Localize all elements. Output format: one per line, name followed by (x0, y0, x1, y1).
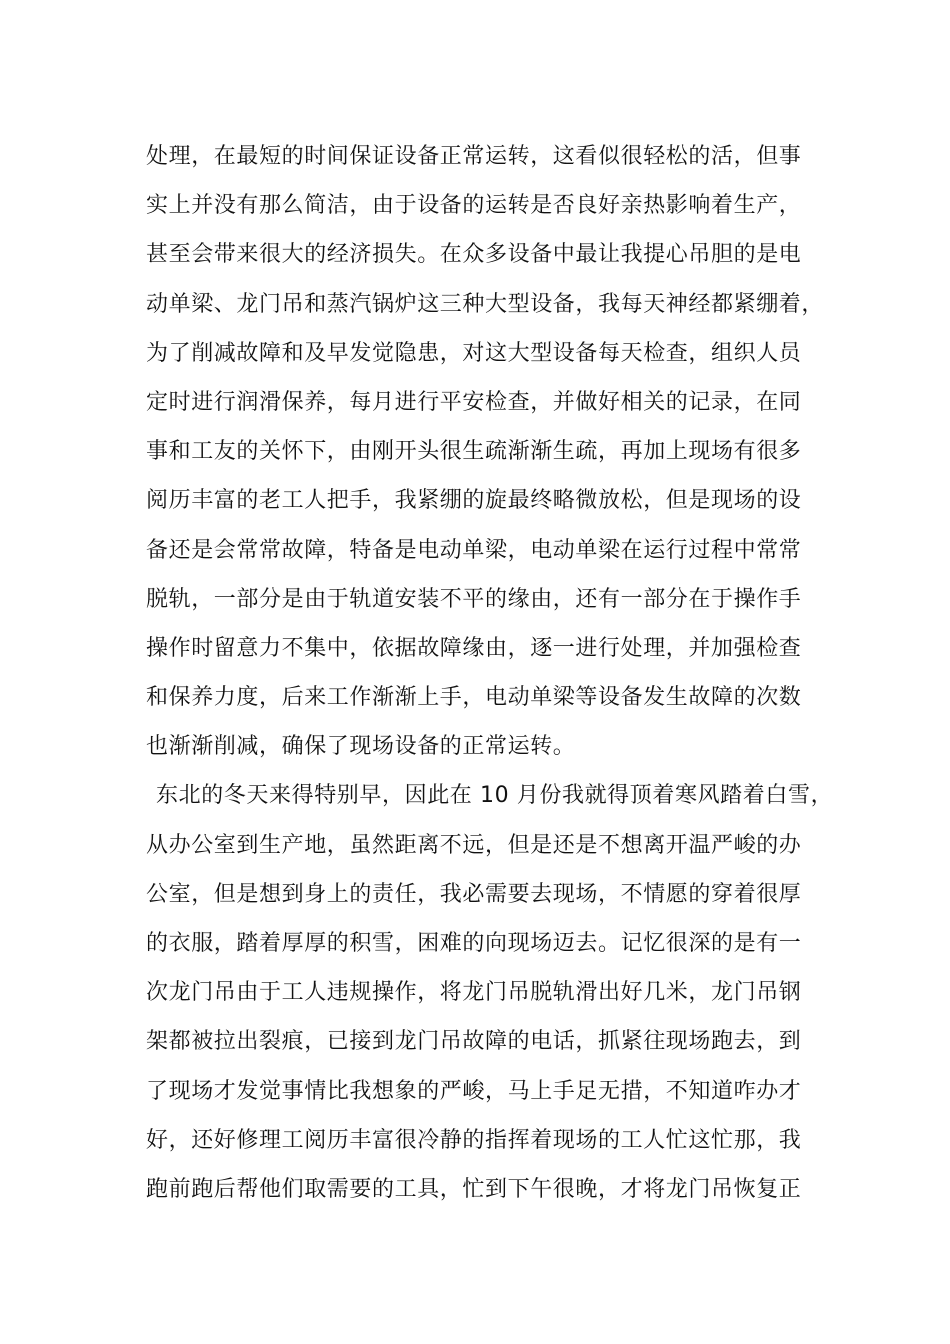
text-line: 处理，在最短的时间保证设备正常运转，这看似很轻松的活，但事 (146, 144, 802, 169)
text-line: 事和工友的关怀下，由刚开头很生疏渐渐生疏，再加上现场有很多 (146, 439, 802, 465)
text-line: 阅历丰富的老工人把手，我紧绷的旋最终略微放松，但是现场的设 (146, 488, 802, 514)
text-line: 和保养力度，后来工作渐渐上手，电动单梁等设备发生故障的次数 (146, 685, 802, 711)
text-line: 实上并没有那么简洁，由于设备的运转是否良好亲热影响着生产， (146, 193, 802, 219)
paragraph-1 (146, 132, 846, 771)
text-line: 为了削减故障和及早发觉隐患，对这大型设备每天检查，组织人员 (146, 340, 802, 366)
paragraph-2 (146, 771, 846, 1214)
text-line: 脱轨，一部分是由于轨道安装不平的缘由，还有一部分在于操作手 (146, 586, 802, 612)
text-line: 也渐渐削减，确保了现场设备的正常运转。 (146, 734, 576, 760)
text-line: 的衣服，踏着厚厚的积雪，困难的向现场迈去。记忆很深的是有一 (146, 931, 802, 956)
text-line: 定时进行润滑保养，每月进行平安检查，并做好相关的记录，在同 (146, 389, 802, 415)
text-line: 跑前跑后帮他们取需要的工具，忙到下午很晚，才将龙门吊恢复正 (146, 1176, 802, 1202)
text-line: 备还是会常常故障，特备是电动单梁，电动单梁在运行过程中常常 (146, 537, 802, 563)
text-line: 操作时留意力不集中，依据故障缘由，逐一进行处理，并加强检查 (146, 635, 802, 661)
text-line: 了现场才发觉事情比我想象的严峻，马上手足无措，不知道咋办才 (146, 1078, 802, 1104)
text-line: 东北的冬天来得特别早，因此在 10 月份我就得顶着寒风踏着白雪， (156, 783, 834, 809)
text-line: 好，还好修理工阅历丰富很冷静的指挥着现场的工人忙这忙那，我 (146, 1127, 802, 1153)
text-line: 架都被拉出裂痕，已接到龙门吊故障的电话，抓紧往现场跑去，到 (146, 1029, 802, 1055)
text-line: 次龙门吊由于工人违规操作，将龙门吊脱轨滑出好几米，龙门吊钢 (146, 980, 802, 1006)
text-line: 公室，但是想到身上的责任，我必需要去现场，不情愿的穿着很厚 (146, 881, 802, 907)
text-line: 动单梁、龙门吊和蒸汽锅炉这三种大型设备，我每天神经都紧绷着， (146, 291, 825, 317)
body-text (146, 132, 846, 1214)
text-line: 甚至会带来很大的经济损失。在众多设备中最让我提心吊胆的是电 (146, 242, 802, 268)
text-line: 从办公室到生产地，虽然距离不远，但是还是不想离开温严峻的办 (146, 832, 802, 858)
